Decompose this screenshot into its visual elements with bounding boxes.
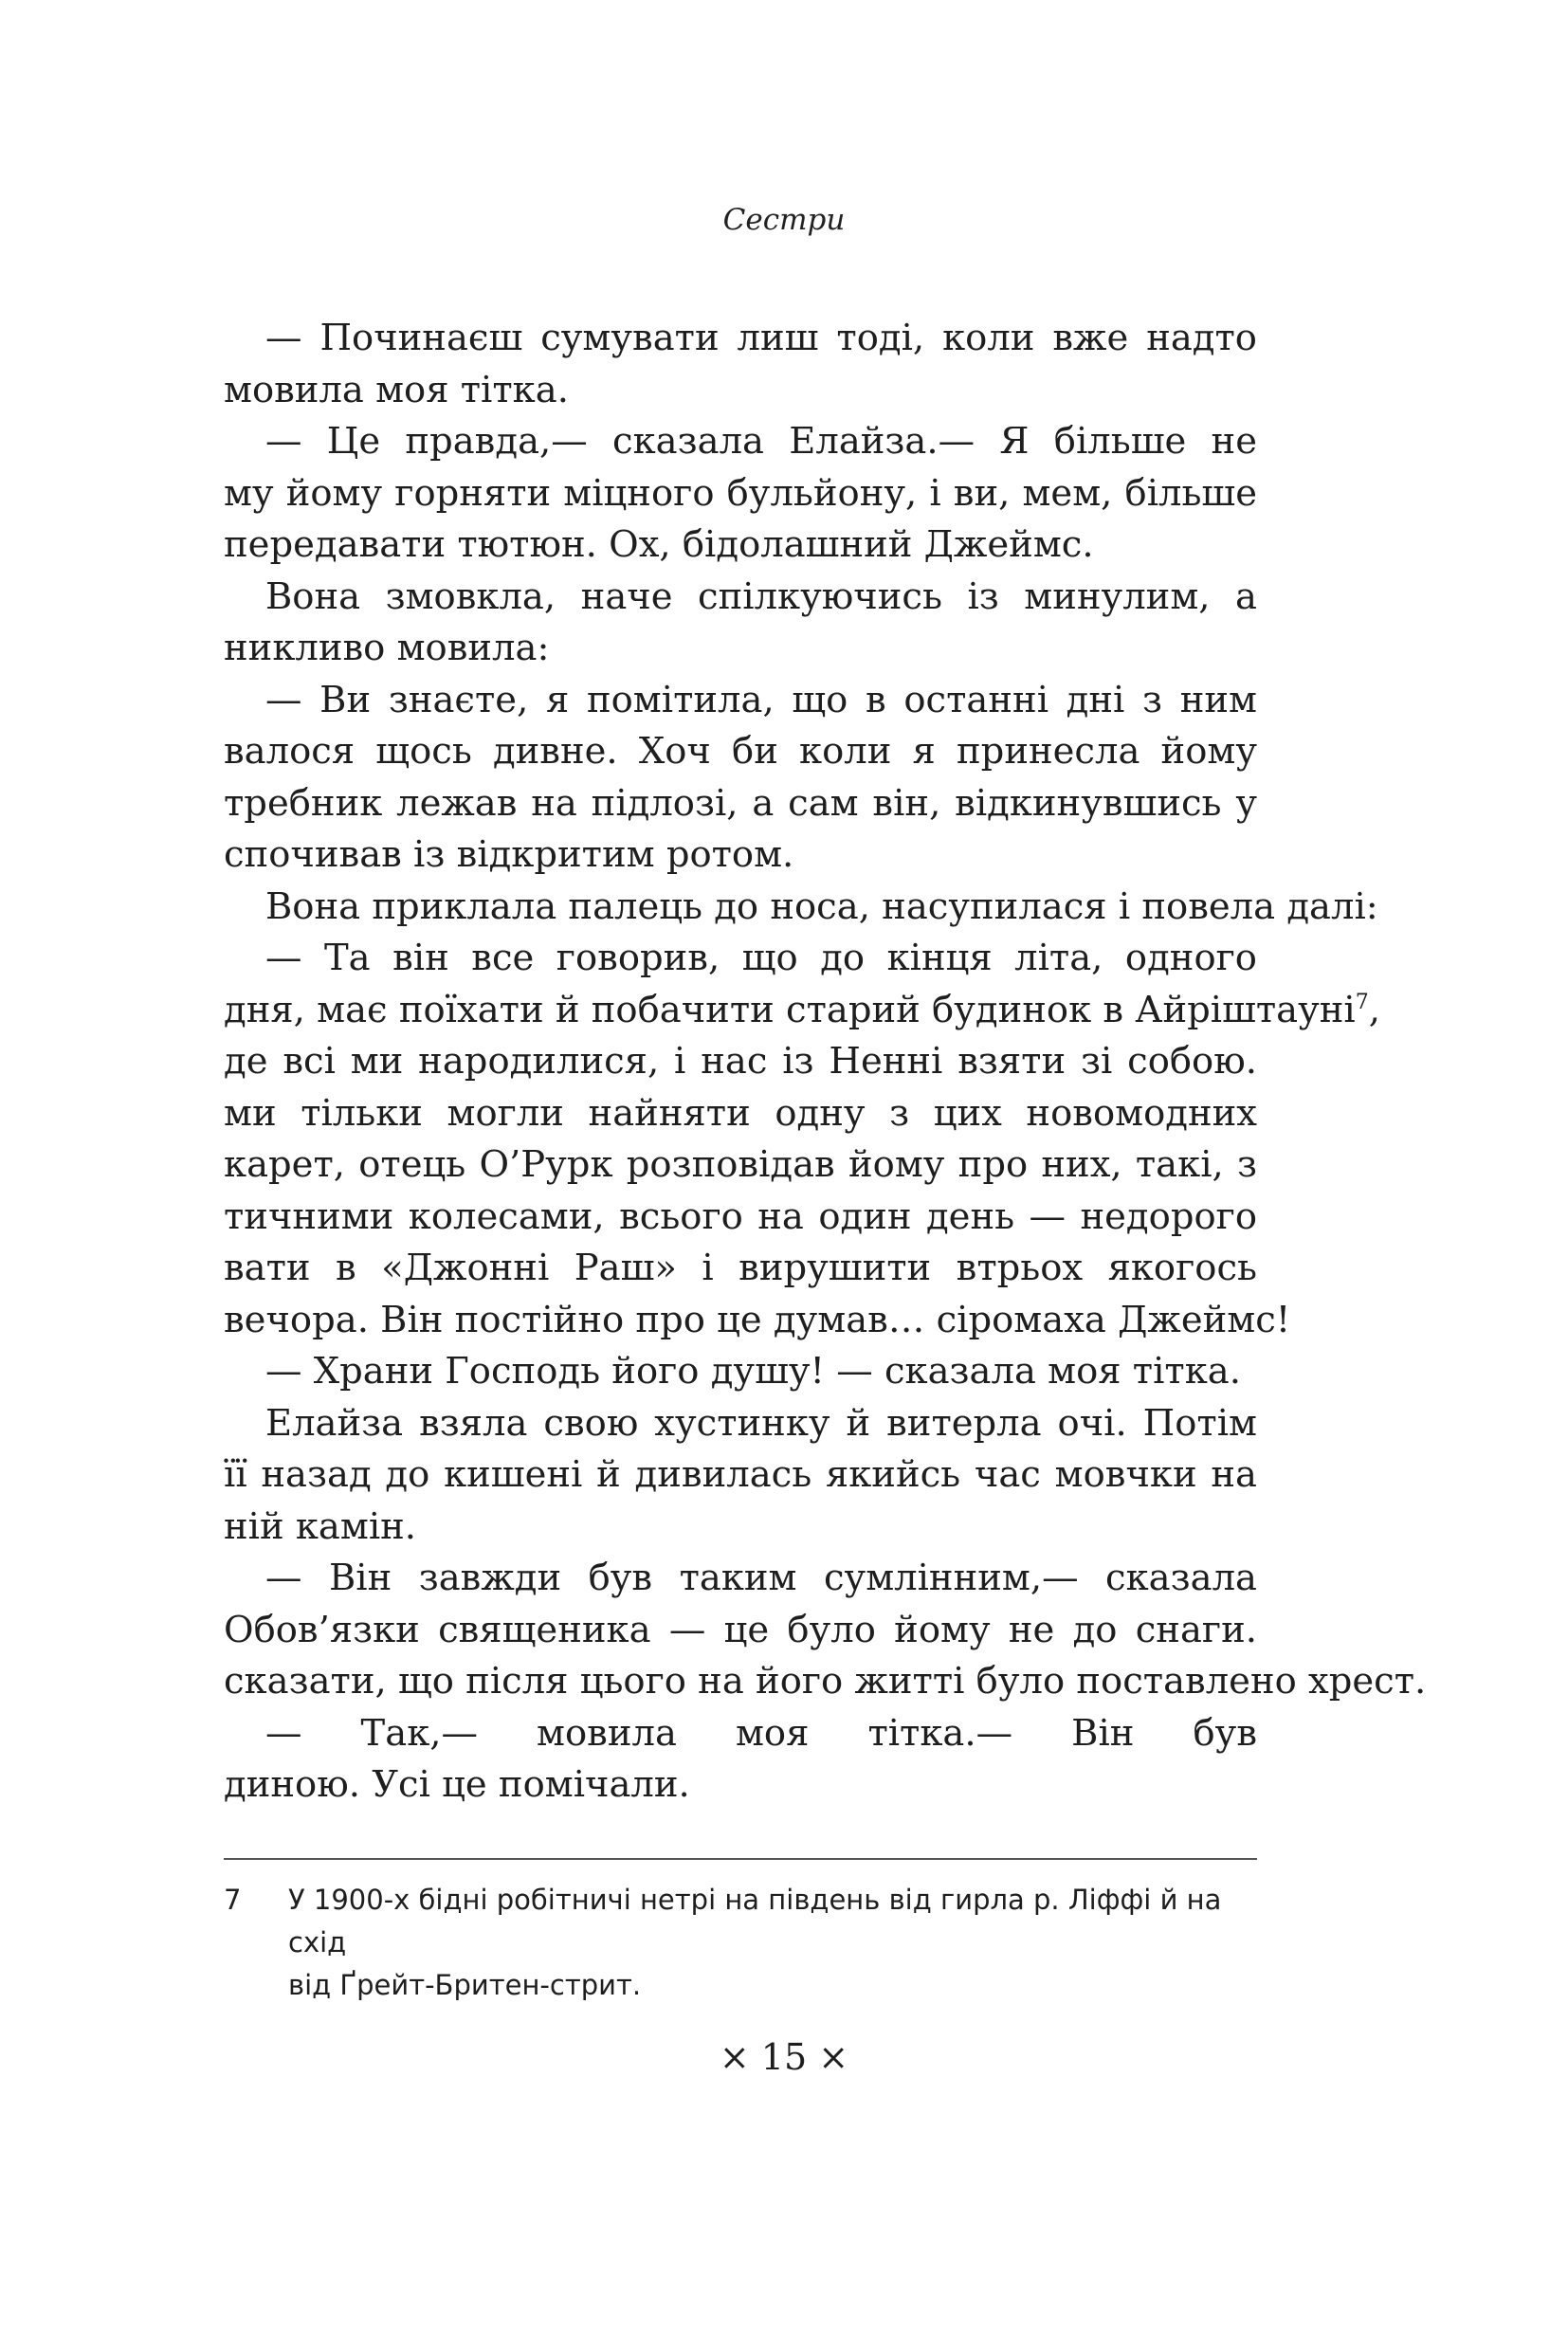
text-line: де всі ми народилися, і нас із Ненні взяти зі собою. xyxy=(224,1040,1257,1083)
text-line: — Так,— мовила моя тітка.— Він був xyxy=(265,1711,1257,1755)
text-line: ній камін. xyxy=(224,1504,417,1548)
text-line: Обов’язки священика — це було йому не до снаги. xyxy=(224,1608,1257,1651)
text-line: никливо мовила: xyxy=(224,627,550,669)
text-line: передавати тютюн. Ох, бідолашний Джеймс. xyxy=(224,523,1094,566)
text-line: валося щось дивне. Хоч би коли я принесла йому xyxy=(224,730,1257,773)
text-line: требник лежав на підлозі, а сам він, відкинувшись у xyxy=(224,781,1257,825)
text-line: її назад до кишені й дивилась якийсь час мовчки на xyxy=(224,1453,1257,1496)
text-line: — Храни Господь його душу! — сказала моя тітка. xyxy=(265,1350,1241,1393)
text-line-segment: дня, має поїхати й побачити старий будинок в Айріштауні xyxy=(224,988,1356,1031)
text-line: ми тільки могли найняти одну з цих новомодних xyxy=(224,1091,1257,1135)
running-head: Сестри xyxy=(722,203,846,237)
text-line: Вона змовкла, наче спілкуючись із минулим, а xyxy=(265,574,1257,618)
text-line: — Та він все говорив, що до кінця літа, одного xyxy=(265,937,1257,979)
text-line: сказати, що після цього на його житті було поставлено хрест. xyxy=(224,1660,1427,1703)
text-line: мовила моя тітка. xyxy=(224,368,569,411)
footnote-number: 7 xyxy=(224,1884,242,1916)
text-line: — Ви знаєте, я помітила, що в останні дні з ним xyxy=(265,678,1257,721)
text-line: вечора. Він постійно про це думав… сіромаха Джеймс! xyxy=(224,1298,1291,1341)
text-line: му йому горняти міцного бульйону, і ви, мем, більше xyxy=(224,471,1257,515)
text-line: Елайза взяла свою хустинку й витерла очі. Потім xyxy=(265,1401,1257,1445)
footnote-reference[interactable]: 7 xyxy=(1355,990,1369,1014)
text-line: — Він завжди був таким сумлінним,— сказала xyxy=(265,1557,1257,1599)
page-number: × 15 × xyxy=(719,2036,849,2078)
text-line: — Починаєш сумувати лиш тоді, коли вже надто xyxy=(265,317,1257,359)
text-line: спочивав із відкритим ротом. xyxy=(224,833,794,876)
footnote-line: У 1900-х бідні робітничі нетрі на південь від гирла р. Ліффі й на схід xyxy=(288,1884,1222,1958)
text-line: карет, отець О’Рурк розповідав йому про них, такі, з xyxy=(224,1143,1257,1186)
text-line: вати в «Джонні Раш» і вирушити втрьох якогось xyxy=(224,1247,1257,1289)
footnote xyxy=(224,1879,1257,2007)
text-line-punctuation: , xyxy=(1368,988,1380,1031)
footnote-divider xyxy=(224,1858,1257,1860)
footnote-line: від Ґрейт-Бритен-стрит. xyxy=(288,1969,642,2001)
text-line: тичними колесами, всього на один день — недорого xyxy=(224,1194,1257,1238)
text-line: — Це правда,— сказала Елайза.— Я більше не xyxy=(265,420,1257,463)
footnote-text xyxy=(288,1879,1257,2007)
body-text xyxy=(224,313,1427,1812)
text-line: Вона приклала палець до носа, насупилася і повела далі: xyxy=(265,884,1378,928)
text-line: диною. Усі це помічали. xyxy=(224,1763,690,1806)
text-line-with-footnote xyxy=(224,985,1380,1037)
